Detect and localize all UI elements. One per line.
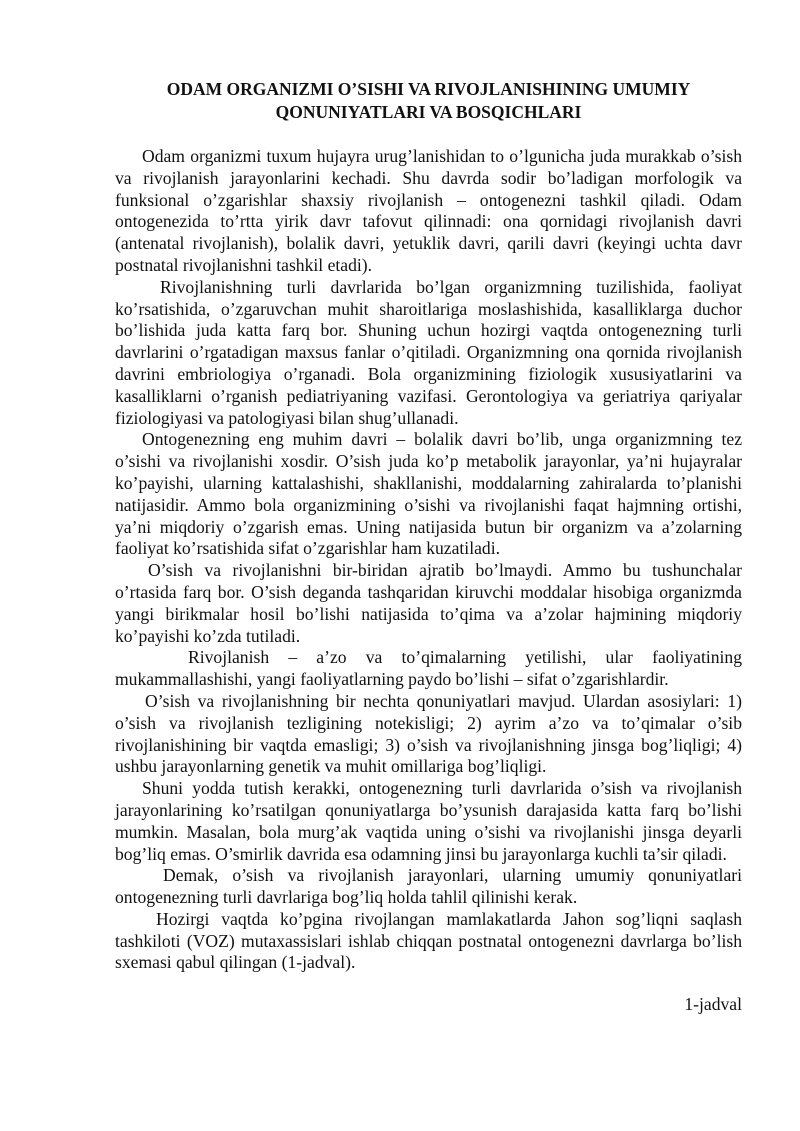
paragraph-8: Demak, o’sish va rivojlanish jarayonlari, ularning umumiy qonuniyatlari ontogenezning turli davrlariga bog’liq holda tahlil qilinishi kerak. (115, 865, 742, 908)
table-label: 1-jadval (684, 994, 742, 1015)
title-line-1: ODAM ORGANIZMI O’SISHI VA RIVOJLANISHINING UMUMIY (166, 79, 691, 99)
paragraph-4: O’sish va rivojlanishni bir-biridan ajratib bo’lmaydi. Ammo bu tushunchalar o’rtasida farq bor. O’sish deganda tashqaridan kiruvchi moddalar hisobiga organizmda yangi birikmalar hosil bo’lishi natijasida to’qima va a’zolar hajmining miqdoriy ko’payishi ko’zda tutiladi. (115, 560, 742, 646)
document-title (115, 78, 742, 124)
title-line-2: QONUNIYATLARI VA BOSQICHLARI (275, 102, 582, 122)
paragraph-5: Rivojlanish – a’zo va to’qimalarning yetilishi, ular faoliyatining mukammallashishi, yangi faoliyatlarning paydo bo’lishi – sifat o’zgarishlardir. (115, 647, 742, 690)
paragraph-7: Shuni yodda tutish kerakki, ontogenezning turli davrlarida o’sish va rivojlanish jarayonlarining ko’rsatilgan qonuniyatlarga bo’ysunish darajasida katta farq bo’lishi mumkin. Masalan, bola murg’ak vaqtida uning o’sishi va rivojlanishi jinsga deyarli bog’liq emas. O’smirlik davrida esa odamning jinsi bu jarayonlarga kuchli ta’sir qiladi. (115, 778, 742, 864)
paragraph-2: Rivojlanishning turli davrlarida bo’lgan organizmning tuzilishida, faoliyat ko’rsatishida, o’zgaruvchan muhit sharoitlariga moslashishida, kasalliklarga duchor bo’lishida juda katta farq bor. Shuning uchun hozirgi vaqtda ontogenezning turli davrlarini o’rgatadigan maxsus fanlar o’qitiladi. Organizmning ona qornida rivojlanish davrini embriologiya o’rganadi. Bola organizmining fiziologik xususiyatlarini va kasalliklarni o’rganish pediatriyaning vazifasi. Gerontologiya va geriatriya qariyalar fiziologiyasi va patologiyasi bilan shug’ullanadi. (115, 276, 742, 428)
paragraph-9: Hozirgi vaqtda ko’pgina rivojlangan mamlakatlarda Jahon sog’liqni saqlash tashkiloti (VOZ) mutaxassislari ishlab chiqqan postnatal ontogenezni davrlarga bo’lish sxemasi qabul qilingan (1-jadval). (115, 908, 742, 973)
paragraph-6: O’sish va rivojlanishning bir nechta qonuniyatlari mavjud. Ulardan asosiylari: 1) o’sish va rivojlanish tezligining notekisligi; 2) ayrim a’zo va to’qimalar o’sib rivojlanishining bir vaqtda emasligi; 3) o’sish va rivojlanishning jinsga bog’liqligi; 4) ushbu jarayonlarning genetik va muhit omillariga bog’liqligi. (115, 690, 742, 777)
paragraph-3: Ontogenezning eng muhim davri – bolalik davri bo’lib, unga organizmning tez o’sishi va rivojlanishi xosdir. O’sish juda ko’p metabolik jarayonlar, ya’ni hujayralar ko’payishi, ularning kattalashishi, shakllanishi, moddalarning zahiralarda to’planishi natijasidir. Ammo bola organizmining o’sishi va rivojlanishi faqat hajmning ortishi, ya’ni miqdoriy o’zgarish emas. Uning natijasida butun bir organizm va a’zolarning faoliyat ko’rsatishida sifat o’zgarishlar ham kuzatiladi. (115, 429, 742, 559)
paragraph-1: Odam organizmi tuxum hujayra urug’lanishidan to o’lgunicha juda murakkab o’sish va rivojlanish jarayonlarini kechadi. Shu davrda sodir bo’ladigan morfologik va funksional o’zgarishlar shaxsiy rivojlanish – ontogenezni tashkil qiladi. Odam ontogenezida to’rtta yirik davr tafovut qilinnadi: ona qornidagi rivojlanish davri (antenatal rivojlanish), bolalik davri, yetuklik davri, qarili davri (keyingi uchta davr postnatal rivojlanishni tashkil etadi). (115, 146, 742, 275)
